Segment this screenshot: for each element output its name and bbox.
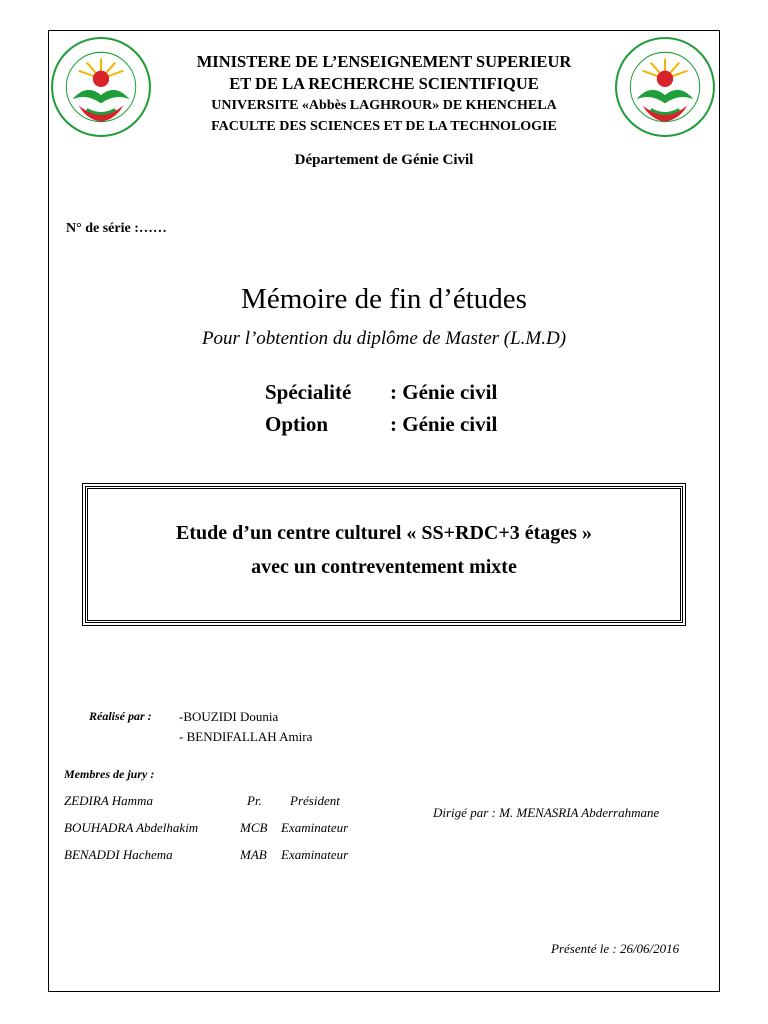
supervisor: Dirigé par : M. MENASRIA Abderrahmane <box>433 805 660 820</box>
faculty-name: FACULTE DES SCIENCES ET DE LA TECHNOLOGIE <box>211 119 557 134</box>
specialite-row <box>265 380 497 405</box>
jury-member-role: Président <box>290 793 340 808</box>
jury-member-grade: Pr. <box>247 793 262 808</box>
thesis-title-line-2: avec un contreventement mixte <box>251 556 517 578</box>
serial-number: N° de série :…… <box>66 221 167 236</box>
university-name: UNIVERSITE «Abbès LAGHROUR» DE KHENCHELA <box>211 98 557 113</box>
ministry-line-1: MINISTERE DE L’ENSEIGNEMENT SUPERIEUR <box>196 52 572 71</box>
presentation-date: Présenté le : 26/06/2016 <box>551 941 680 956</box>
jury-member-name: ZEDIRA Hamma <box>64 793 153 808</box>
thesis-title-box <box>85 486 683 623</box>
document-subtitle: Pour l’obtention du diplôme de Master (L.M.D) <box>201 328 567 349</box>
realise-label: Réalisé par : <box>89 709 152 723</box>
specialite-value: : Génie civil <box>390 380 498 404</box>
jury-member-name: BENADDI Hachema <box>64 847 173 862</box>
ministry-line-2: ET DE LA RECHERCHE SCIENTIFIQUE <box>229 74 539 93</box>
jury-member-name: BOUHADRA Abdelhakim <box>64 820 199 835</box>
jury-member-grade: MCB <box>240 820 268 835</box>
jury-member-grade: MAB <box>240 847 267 862</box>
jury-member-role: Examinateur <box>281 820 349 835</box>
specialite-label: Spécialité <box>265 380 352 404</box>
author-2: - BENDIFALLAH Amira <box>179 729 313 744</box>
thesis-title-line-1: Etude d’un centre culturel « SS+RDC+3 étages » <box>176 522 592 544</box>
department-name: Département de Génie Civil <box>294 152 474 168</box>
author-1: -BOUZIDI Dounia <box>179 709 279 724</box>
option-value: : Génie civil <box>390 412 498 436</box>
jury-label: Membres de jury : <box>64 767 155 781</box>
jury-member-role: Examinateur <box>281 847 349 862</box>
option-label: Option <box>265 412 329 436</box>
option-row <box>265 412 497 437</box>
document-title: Mémoire de fin d’études <box>241 283 527 315</box>
